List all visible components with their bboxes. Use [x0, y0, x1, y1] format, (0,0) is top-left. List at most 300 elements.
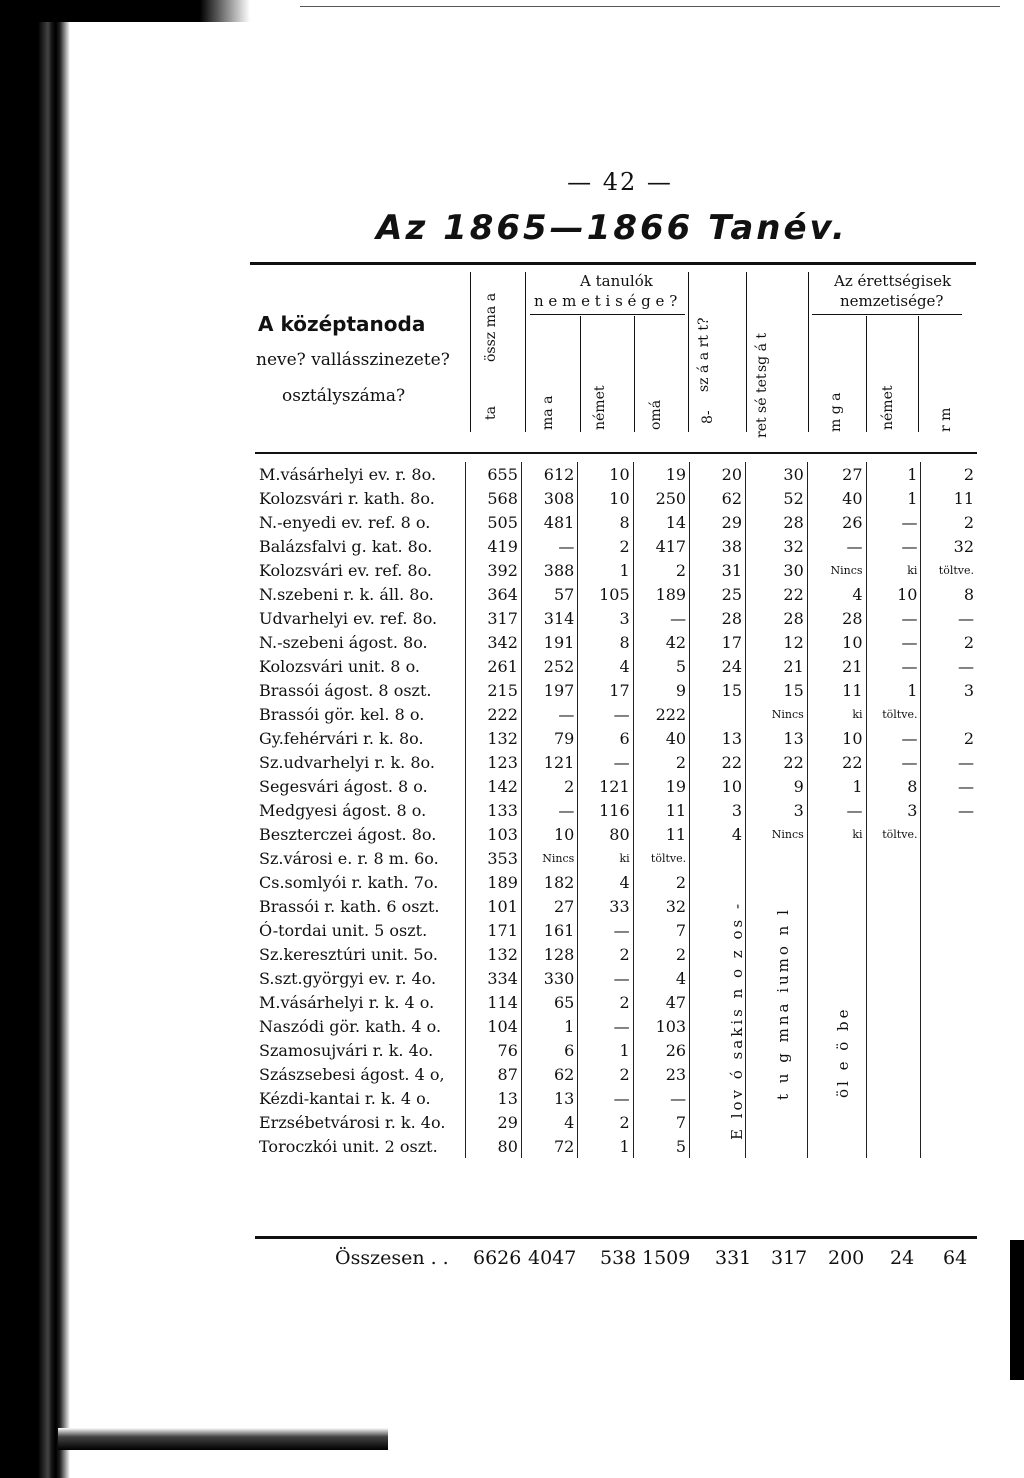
table-cell: 25	[690, 582, 746, 606]
table-cell: 114	[465, 990, 521, 1014]
scan-line-top	[300, 6, 1000, 7]
school-name: Sz.városi e. r. 8 m. 6o.	[259, 848, 439, 868]
table-cell: 308	[521, 486, 577, 510]
totals-value: 317	[771, 1247, 808, 1269]
school-name: Kolozsvári r. kath. 8o.	[259, 488, 435, 508]
table-cell	[921, 822, 977, 846]
totals-value: 331	[715, 1247, 752, 1269]
table-cell: 8	[578, 630, 633, 654]
table-row	[255, 678, 977, 702]
school-name: M.vásárhelyi r. k. 4 o.	[259, 992, 435, 1012]
table-cell: —	[921, 798, 977, 822]
table-cell: 4	[578, 654, 633, 678]
page-title: Az 1865—1866 Tanév.	[376, 208, 848, 248]
table-cell: 1	[866, 678, 921, 702]
table-cell: 62	[690, 486, 746, 510]
totals-row	[255, 1236, 977, 1275]
table-cell: —	[578, 918, 633, 942]
table-cell: 30	[746, 462, 808, 486]
table-cell: 215	[465, 678, 521, 702]
table-row	[255, 582, 977, 606]
table-cell: ki	[578, 846, 633, 870]
table-cell	[866, 918, 921, 942]
school-name: Beszterczei ágost. 8o.	[259, 824, 437, 844]
table-cell: 6	[521, 1038, 577, 1062]
header-group-graduates-2: nemzetisége?	[840, 292, 944, 310]
page-number: — 42 —	[567, 168, 673, 196]
table-cell	[921, 702, 977, 726]
table-cell: ki	[866, 558, 921, 582]
table-cell: 65	[521, 990, 577, 1014]
table-cell: 9	[746, 774, 808, 798]
table-cell: 22	[807, 750, 866, 774]
table-cell: 2	[578, 942, 633, 966]
table-cell: 13	[690, 726, 746, 750]
table-row	[255, 486, 977, 510]
table-cell: ki	[807, 822, 866, 846]
table-cell: 72	[521, 1134, 577, 1158]
header-exam-2: sg á t	[754, 332, 770, 372]
table-row	[255, 726, 977, 750]
table-cell: 314	[521, 606, 577, 630]
table-cell: 22	[690, 750, 746, 774]
scan-border-bottom	[58, 1428, 388, 1450]
table-cell: —	[578, 1086, 633, 1110]
table-cell: 28	[690, 606, 746, 630]
table-cell: 29	[465, 1110, 521, 1134]
header-group-nationality: A tanulók	[580, 272, 653, 290]
table-cell	[866, 870, 921, 894]
table-cell: 3	[578, 606, 633, 630]
header-rule	[688, 272, 689, 432]
table-cell: 8	[578, 510, 633, 534]
table-cell	[807, 846, 866, 870]
table-cell: 26	[807, 510, 866, 534]
table-cell: 19	[633, 462, 689, 486]
school-name: Brassói gör. kel. 8 o.	[259, 704, 425, 724]
school-name: Brassói r. kath. 6 oszt.	[259, 896, 440, 916]
table-cell: —	[866, 654, 921, 678]
table-cell: 5	[633, 1134, 689, 1158]
table-cell: 2	[578, 1062, 633, 1086]
table-cell: —	[633, 1086, 689, 1110]
table-cell	[866, 942, 921, 966]
header-group-nationality-2: n e m e t i s é g e ?	[534, 292, 678, 310]
table-cell	[921, 894, 977, 918]
table-cell: 33	[578, 894, 633, 918]
school-name: Medgyesi ágost. 8 o.	[259, 800, 427, 820]
header-exam-1b: 8-	[700, 410, 716, 424]
table-cell: 17	[690, 630, 746, 654]
table-row	[255, 918, 977, 942]
table-cell: 10	[807, 726, 866, 750]
table-cell	[866, 1110, 921, 1134]
table-cell: 3	[690, 798, 746, 822]
table-cell: 52	[746, 486, 808, 510]
table-row	[255, 822, 977, 846]
header-rule	[634, 316, 635, 432]
table-cell: 32	[921, 534, 977, 558]
table-cell: 62	[521, 1062, 577, 1086]
table-cell: 1	[521, 1014, 577, 1038]
school-table	[255, 462, 977, 1158]
table-cell: 121	[578, 774, 633, 798]
table-row	[255, 1134, 977, 1158]
table-cell	[746, 846, 808, 870]
table-row	[255, 798, 977, 822]
table-cell: 22	[746, 582, 808, 606]
table-cell	[921, 1110, 977, 1134]
table-cell: töltve.	[921, 558, 977, 582]
table-row	[255, 534, 977, 558]
table-cell: 1	[578, 558, 633, 582]
table-cell	[921, 918, 977, 942]
school-name: N.-szebeni ágost. 8o.	[259, 632, 428, 652]
school-name: Balázsfalvi g. kat. 8o.	[259, 536, 433, 556]
table-cell: —	[521, 534, 577, 558]
table-cell: 10	[578, 462, 633, 486]
table-cell: 3	[866, 798, 921, 822]
header-group-graduates: Az érettségisek	[834, 272, 952, 290]
table-cell: 10	[578, 486, 633, 510]
table-cell: 222	[633, 702, 689, 726]
table-cell: 161	[521, 918, 577, 942]
table-cell: 7	[633, 1110, 689, 1134]
table-cell: 8	[921, 582, 977, 606]
school-name: Brassói ágost. 8 oszt.	[259, 680, 432, 700]
table-cell: 1	[578, 1038, 633, 1062]
table-cell: 2	[921, 462, 977, 486]
table-cell	[866, 1014, 921, 1038]
header-sub-g1: m g a	[828, 392, 844, 432]
table-cell: —	[521, 798, 577, 822]
table-cell	[921, 942, 977, 966]
table-row	[255, 894, 977, 918]
table-cell: 29	[690, 510, 746, 534]
table-cell: 27	[521, 894, 577, 918]
table-cell: 22	[746, 750, 808, 774]
table-cell: 612	[521, 462, 577, 486]
table-cell: 11	[633, 822, 689, 846]
table-cell: 388	[521, 558, 577, 582]
table-cell: 21	[807, 654, 866, 678]
header-sub-2: német	[592, 385, 608, 430]
table-cell: 2	[578, 990, 633, 1014]
table-cell	[921, 846, 977, 870]
table-cell: 10	[807, 630, 866, 654]
header-bottom-rule	[255, 452, 977, 454]
table-cell: ki	[807, 702, 866, 726]
header-rule	[580, 316, 581, 432]
table-cell: 189	[465, 870, 521, 894]
table-cell: 47	[633, 990, 689, 1014]
table-cell: 334	[465, 966, 521, 990]
table-row	[255, 1038, 977, 1062]
table-cell: 10	[690, 774, 746, 798]
table-cell: 121	[521, 750, 577, 774]
table-cell: 10	[866, 582, 921, 606]
table-cell: 87	[465, 1062, 521, 1086]
table-cell: 3	[921, 678, 977, 702]
table-cell: —	[866, 606, 921, 630]
school-name: Ó-tordai unit. 5 oszt.	[259, 920, 428, 940]
table-cell: 250	[633, 486, 689, 510]
table-cell: 14	[633, 510, 689, 534]
totals-value: 24	[890, 1247, 915, 1269]
table-cell: —	[866, 510, 921, 534]
table-cell: —	[866, 534, 921, 558]
table-cell: 38	[690, 534, 746, 558]
table-cell: 17	[578, 678, 633, 702]
table-cell: 79	[521, 726, 577, 750]
table-cell: 32	[746, 534, 808, 558]
table-cell: 21	[746, 654, 808, 678]
table-cell	[866, 966, 921, 990]
school-name: Naszódi gör. kath. 4 o.	[259, 1016, 442, 1036]
scan-border-left	[0, 0, 70, 1478]
table-cell	[807, 966, 866, 990]
table-cell: 80	[465, 1134, 521, 1158]
header-total-top: össz ma a	[483, 292, 499, 362]
table-cell	[746, 1134, 808, 1158]
table-cell: 4	[690, 822, 746, 846]
school-name: Kézdi-kantai r. k. 4 o.	[259, 1088, 431, 1108]
table-cell: 417	[633, 534, 689, 558]
header-sub-1: ma a	[540, 395, 556, 430]
table-cell: 2	[633, 942, 689, 966]
table-cell: 142	[465, 774, 521, 798]
table-cell: —	[807, 534, 866, 558]
table-cell	[866, 1086, 921, 1110]
table-cell	[866, 846, 921, 870]
totals-value: 538	[600, 1247, 637, 1269]
table-cell: 2	[921, 726, 977, 750]
table-cell: 20	[690, 462, 746, 486]
table-cell	[807, 1110, 866, 1134]
table-row	[255, 702, 977, 726]
table-cell: —	[578, 702, 633, 726]
table-cell: 197	[521, 678, 577, 702]
table-row	[255, 990, 977, 1014]
table-row	[255, 942, 977, 966]
header-rule	[746, 272, 747, 432]
table-cell	[921, 870, 977, 894]
school-name: Udvarhelyi ev. ref. 8o.	[259, 608, 438, 628]
school-name: N.szebeni r. k. áll. 8o.	[259, 584, 434, 604]
header-sub-3: omá	[648, 399, 664, 430]
header-rule	[812, 314, 962, 315]
table-cell: Nincs	[521, 846, 577, 870]
table-cell: 392	[465, 558, 521, 582]
vertical-note-3: öl e ö be	[834, 1006, 852, 1098]
table-cell: 353	[465, 846, 521, 870]
table-cell: 128	[521, 942, 577, 966]
table-cell: 30	[746, 558, 808, 582]
table-cell: 57	[521, 582, 577, 606]
table-cell: 2	[921, 630, 977, 654]
table-cell: 13	[521, 1086, 577, 1110]
table-cell	[921, 1038, 977, 1062]
table-cell: —	[578, 750, 633, 774]
table-row	[255, 558, 977, 582]
table-row	[255, 510, 977, 534]
totals-label: Összesen . .	[335, 1247, 449, 1269]
scan-border-top	[0, 0, 250, 22]
table-row	[255, 870, 977, 894]
table-cell: 13	[465, 1086, 521, 1110]
table-cell: töltve.	[866, 702, 921, 726]
header-rule	[470, 272, 471, 432]
table-cell: 116	[578, 798, 633, 822]
header-rule	[918, 316, 919, 432]
table-cell: —	[578, 1014, 633, 1038]
table-cell: töltve.	[633, 846, 689, 870]
table-cell: 7	[633, 918, 689, 942]
table-cell: 31	[690, 558, 746, 582]
header-rule	[530, 314, 685, 315]
table-cell: 11	[633, 798, 689, 822]
header-school-line3: osztályszáma?	[282, 386, 406, 406]
table-cell: 15	[746, 678, 808, 702]
table-row	[255, 654, 977, 678]
table-cell: 1	[578, 1134, 633, 1158]
table-row	[255, 1062, 977, 1086]
table-cell: 1	[866, 462, 921, 486]
table-cell: 4	[578, 870, 633, 894]
table-cell: 222	[465, 702, 521, 726]
table-cell: 481	[521, 510, 577, 534]
school-name: Szászsebesi ágost. 4 o,	[259, 1064, 445, 1084]
table-cell: —	[578, 966, 633, 990]
table-cell: 317	[465, 606, 521, 630]
table-cell	[921, 1134, 977, 1158]
table-cell	[807, 870, 866, 894]
title-rule	[250, 262, 976, 265]
table-cell	[746, 870, 808, 894]
table-cell	[866, 990, 921, 1014]
table-row	[255, 462, 977, 486]
table-cell: 364	[465, 582, 521, 606]
table-cell: 4	[633, 966, 689, 990]
header-exam-2b: ret sé tet	[754, 373, 770, 438]
table-cell: 132	[465, 942, 521, 966]
table-cell: 419	[465, 534, 521, 558]
table-cell: Nincs	[746, 822, 808, 846]
table-cell: —	[866, 750, 921, 774]
table-cell: —	[633, 606, 689, 630]
table-cell: 2	[521, 774, 577, 798]
table-cell: 133	[465, 798, 521, 822]
table-cell: 568	[465, 486, 521, 510]
table-cell: 189	[633, 582, 689, 606]
table-row	[255, 606, 977, 630]
table-cell	[921, 990, 977, 1014]
table-cell: Nincs	[807, 558, 866, 582]
header-exam-1: sz á a rt t?	[696, 317, 712, 392]
school-name: Cs.somlyói r. kath. 7o.	[259, 872, 439, 892]
table-cell: 655	[465, 462, 521, 486]
table-cell: 42	[633, 630, 689, 654]
school-name: Kolozsvári unit. 8 o.	[259, 656, 421, 676]
table-cell: —	[921, 654, 977, 678]
table-cell: 15	[690, 678, 746, 702]
school-name: M.vásárhelyi ev. r. 8o.	[259, 464, 437, 484]
table-cell	[690, 870, 746, 894]
school-name: S.szt.györgyi ev. r. 4o.	[259, 968, 437, 988]
table-cell: —	[921, 750, 977, 774]
table-cell: 191	[521, 630, 577, 654]
table-cell: 104	[465, 1014, 521, 1038]
table-cell: 101	[465, 894, 521, 918]
table-cell: 11	[807, 678, 866, 702]
table-cell: 342	[465, 630, 521, 654]
table-cell: 28	[746, 510, 808, 534]
school-name: Sz.keresztúri unit. 5o.	[259, 944, 438, 964]
table-cell: 1	[807, 774, 866, 798]
table-cell: 171	[465, 918, 521, 942]
header-sub-g2: német	[880, 385, 896, 430]
header-school-title: A középtanoda	[258, 312, 426, 336]
vertical-note-1: E lov ó sakis n o z os -	[728, 900, 746, 1140]
school-name: Erzsébetvárosi r. k. 4o.	[259, 1112, 446, 1132]
table-row	[255, 1014, 977, 1038]
school-name: Kolozsvári ev. ref. 8o.	[259, 560, 433, 580]
school-name: Szamosujvári r. k. 4o.	[259, 1040, 434, 1060]
totals-value: 64	[943, 1247, 968, 1269]
table-cell: 261	[465, 654, 521, 678]
table-cell: 8	[866, 774, 921, 798]
table-cell: 6	[578, 726, 633, 750]
table-cell: 330	[521, 966, 577, 990]
table-cell: 19	[633, 774, 689, 798]
table-cell: 80	[578, 822, 633, 846]
table-cell: 24	[690, 654, 746, 678]
table-cell	[866, 1062, 921, 1086]
header-rule	[866, 316, 867, 432]
table-cell: 12	[746, 630, 808, 654]
table-cell	[866, 1038, 921, 1062]
table-cell: —	[866, 630, 921, 654]
table-cell: —	[921, 774, 977, 798]
table-cell: 103	[465, 822, 521, 846]
totals-value: 1509	[642, 1247, 691, 1269]
table-cell	[690, 846, 746, 870]
school-name: Gy.fehérvári r. k. 8o.	[259, 728, 424, 748]
table-cell: —	[866, 726, 921, 750]
table-cell	[921, 1014, 977, 1038]
table-cell: 2	[578, 534, 633, 558]
table-cell: 4	[521, 1110, 577, 1134]
scan-border-right	[1010, 1240, 1024, 1380]
table-cell: 103	[633, 1014, 689, 1038]
table-cell: 182	[521, 870, 577, 894]
table-cell: 132	[465, 726, 521, 750]
table-cell: 28	[746, 606, 808, 630]
school-name: Toroczkói unit. 2 oszt.	[259, 1136, 438, 1156]
table-cell: Nincs	[746, 702, 808, 726]
school-name: Sz.udvarhelyi r. k. 8o.	[259, 752, 435, 772]
table-cell	[807, 918, 866, 942]
table-cell: 28	[807, 606, 866, 630]
table-cell	[921, 966, 977, 990]
header-school-line2: neve? vallásszinezete?	[256, 350, 450, 370]
table-cell: 2	[633, 750, 689, 774]
totals-value: 6626	[473, 1247, 522, 1269]
table-cell: 76	[465, 1038, 521, 1062]
table-cell: 5	[633, 654, 689, 678]
table-cell: 3	[746, 798, 808, 822]
header-total-bottom: ta	[483, 406, 499, 420]
